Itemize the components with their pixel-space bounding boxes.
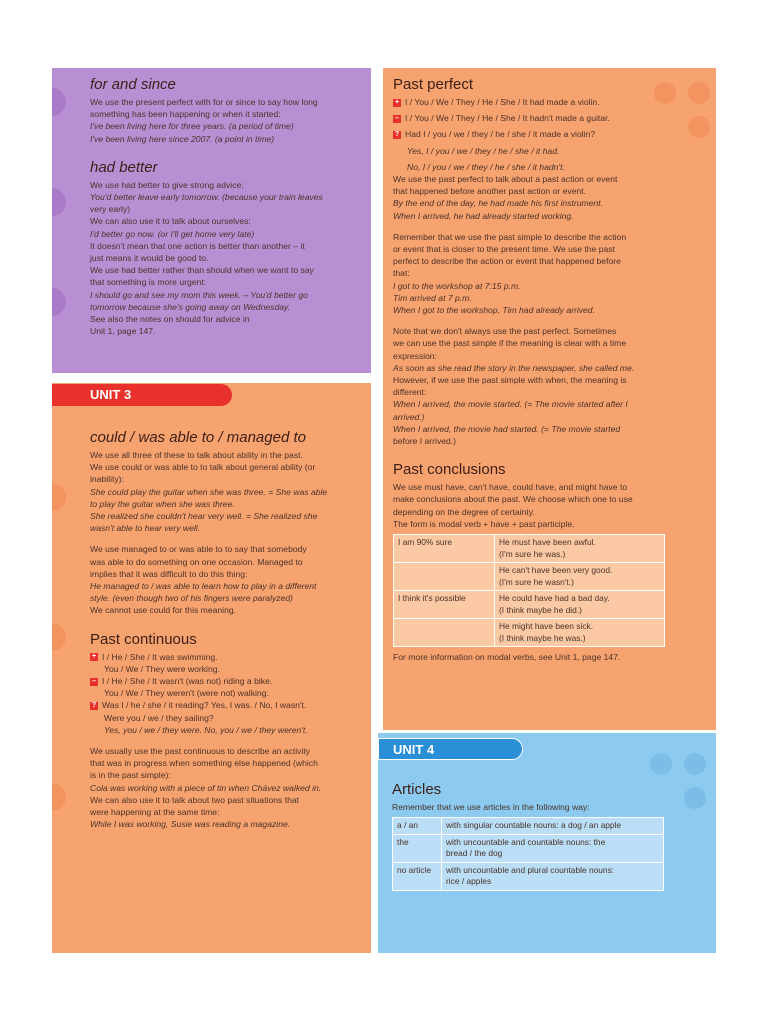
minus-icon: – [90, 678, 98, 686]
text-line: We use had better to give strong advice: [90, 179, 244, 190]
table-row [394, 535, 665, 563]
table-cell: He could have had a bad day. (I think maybe he did.) [495, 591, 665, 619]
text-line: We use all three of these to talk about ability in the past. [90, 450, 303, 460]
plus-icon: + [394, 98, 400, 106]
plus-icon: + [91, 653, 97, 661]
table-cell [394, 563, 495, 591]
table-cell: no article [393, 862, 442, 890]
example-line: I should go and see my mom this week. – You'd better go [90, 289, 308, 300]
example-line: He managed to / was able to learn how to play in a different [90, 581, 317, 592]
table-cell: a / an [393, 818, 442, 835]
form-line: Yes, you / we / they were. No, you / we / they weren't. [104, 724, 308, 735]
text-line: inability): [90, 474, 124, 485]
text-line: We can also use it to talk about ourselves: [90, 216, 251, 227]
table-cell: with uncountable and plural countable nouns: rice / apples [442, 862, 664, 890]
modal-table [393, 534, 665, 647]
text-line: We cannot use could for this meaning. [90, 605, 237, 616]
unit4-panel [378, 733, 716, 953]
example-line: wasn't able to hear very well. [90, 523, 201, 534]
text-line: perfect to describe the action or event that happened before [393, 256, 621, 267]
example-line: While I was working, Susie was reading a magazine. [90, 819, 291, 830]
form-line: ? Was I / he / she / it reading? Yes, I was. / No, I wasn't. [91, 700, 307, 711]
unit4-tab: UNIT 4 [378, 738, 523, 760]
example-line: You'd better leave early tomorrow. (because your train leaves [90, 192, 323, 203]
footer-note: For more information on modal verbs, see Unit 1, page 147. [393, 652, 621, 663]
text-line: Remember that we use articles in the following way: [392, 802, 590, 812]
decor-dot [52, 88, 66, 116]
table-cell: He must have been awful. (I'm sure he was.) [495, 535, 665, 563]
table-cell [394, 619, 495, 647]
decor-dot [52, 288, 66, 316]
text-line: We use had better rather than should when we want to say [90, 265, 314, 276]
table-cell: He might have been sick. (I think maybe he was.) [495, 619, 665, 647]
example-line: Cola was working with a piece of tin when Chávez walked in. [90, 782, 322, 793]
example-line: When I arrived, he had already started working. [393, 210, 574, 221]
example-line: When I arrived, the movie had started. (= The movie started [393, 423, 621, 434]
text-line: were happening at the same time: [90, 807, 220, 818]
text-line: We use could or was able to to talk about general ability (or [90, 462, 316, 473]
unit3-panel [52, 383, 371, 953]
decor-dot [52, 783, 66, 811]
form-line: – I / He / She / It wasn't (was not) riding a bike. [90, 675, 361, 687]
table-row [393, 834, 664, 862]
text-line: Note that we don't always use the past perfect. Sometimes [393, 326, 617, 337]
table-cell: with singular countable nouns: a dog / an apple [442, 818, 664, 835]
section-title: Articles [392, 781, 442, 798]
table-row [394, 591, 665, 619]
text-line: We use managed to or was able to to say that somebody [90, 544, 307, 555]
minus-icon: – [393, 115, 401, 123]
example-line: As soon as she read the story in the newspaper, she called me. [393, 362, 635, 373]
table-cell: with uncountable and countable nouns: the bread / the dog [442, 834, 664, 862]
example-line: tomorrow because she's going away on Wednesday. [90, 301, 291, 312]
example-line: She could play the guitar when she was three. = She was able [90, 486, 328, 497]
form-line: + I / You / We / They / He / She / It had made a violin. [394, 97, 600, 107]
decor-dot [52, 483, 66, 511]
text-line: we can use the past simple if the meaning is clear with a time [393, 338, 627, 349]
text-line: Unit 1, page 147. [90, 326, 156, 337]
section-title: could / was able to / managed to [90, 429, 306, 446]
text-line: is in the past simple): [90, 770, 171, 781]
text-line: that was in progress when something else happened (which [90, 758, 318, 769]
example-line: When I got to the workshop, Tim had already arrived. [393, 305, 595, 316]
example-line: I've been living here for three years. (a period of time) [90, 121, 294, 132]
table-row [394, 563, 665, 591]
question-icon: ? [394, 131, 400, 139]
form-line: + I / He / She / It was swimming. [91, 651, 218, 662]
table-cell: He can't have been very good. (I'm sure he wasn't.) [495, 563, 665, 591]
section-title: Past continuous [90, 630, 197, 648]
example-line: arrived.) [393, 411, 425, 422]
table-cell: the [393, 834, 442, 862]
example-line: style. (even though two of his fingers were paralyzed) [90, 593, 294, 604]
text-line: It doesn't mean that one action is better than another – it [90, 240, 305, 251]
text-line: expression: [393, 350, 437, 361]
text-line: We use the present perfect with for or since to say how long [90, 97, 318, 107]
answer-line: No, I / you / we / they / he / she / it hadn't. [407, 161, 565, 172]
text-line: that something is more urgent: [90, 277, 207, 288]
table-cell: I think it's possible [394, 591, 495, 619]
example-line: I've been living here since 2007. (a point in time) [90, 133, 275, 144]
text-line: We use the past perfect to talk about a past action or event [393, 174, 618, 185]
section-title: Past perfect [393, 76, 474, 93]
form-line: You / We / They weren't (were not) walking. [104, 688, 269, 699]
form-line: You / We / They were working. [104, 663, 220, 674]
text-line: The form is modal verb + have + past participle. [393, 518, 575, 529]
example-line: She realized she couldn't hear very well. = She realized she [90, 511, 318, 522]
text-line: implies that it was difficult to do this thing: [90, 568, 248, 579]
table-row [393, 818, 664, 835]
example-line: I got to the workshop at 7:15 p.m. [393, 280, 521, 291]
answer-line: Yes, I / you / we / they / he / she / it had. [407, 145, 560, 156]
section-title: for and since [90, 76, 176, 93]
unit3-tab: UNIT 3 [52, 384, 232, 406]
text-line: depending on the degree of certainty. [393, 506, 535, 517]
past-perfect-panel [383, 68, 716, 730]
example-line: When I arrived, the movie started. (= The movie started after I [393, 399, 628, 410]
example-line: Tim arrived at 7 p.m. [393, 292, 472, 303]
form-line: – I / You / We / They / He / She / It hadn't made a guitar. [393, 112, 704, 124]
text-line: We can also use it to talk about two past situations that [90, 794, 300, 805]
text-line: See also the notes on should for advice in [90, 314, 250, 325]
text-line: very early) [90, 204, 131, 215]
form-line: Were you / we / they sailing? [104, 712, 214, 723]
text-line: before I arrived.) [393, 436, 457, 447]
table-cell: I am 90% sure [394, 535, 495, 563]
text-line: just means it would be good to. [90, 253, 209, 264]
text-line: We usually use the past continuous to describe an activity [90, 746, 311, 757]
example-line: By the end of the day, he had made his first instrument. [393, 198, 604, 209]
decor-dot [52, 188, 66, 216]
section-title: Past conclusions [393, 461, 506, 479]
text-line: that: [393, 268, 410, 279]
articles-table [392, 817, 664, 891]
example-line: I'd better go now. (or I'll get home very late) [90, 228, 255, 239]
text-line: or event that is closer to the present time. We use the past [393, 244, 615, 255]
text-line: However, if we use the past simple with when, the meaning is [393, 375, 627, 386]
decor-dot [52, 623, 66, 651]
text-line: make conclusions about the past. We choose which one to use [393, 494, 633, 505]
table-row [394, 619, 665, 647]
table-row [393, 862, 664, 890]
example-line: to play the guitar when she was three. [90, 498, 235, 509]
text-line: We use must have, can't have, could have, and might have to [393, 482, 628, 493]
form-line: ? Had I / you / we / they / he / she / it made a violin? [394, 129, 596, 140]
text-line: was able to do something on one occasion. Managed to [90, 556, 303, 567]
text-line: that happened before another past action or event. [393, 186, 587, 197]
text-line: something has been happening or when it started: [90, 109, 281, 120]
text-line: different: [393, 387, 427, 398]
section-title: had better [90, 158, 158, 176]
question-icon: ? [91, 702, 97, 710]
for-since-had-better-panel [52, 68, 371, 373]
text-line: Remember that we use the past simple to describe the action [393, 231, 627, 242]
